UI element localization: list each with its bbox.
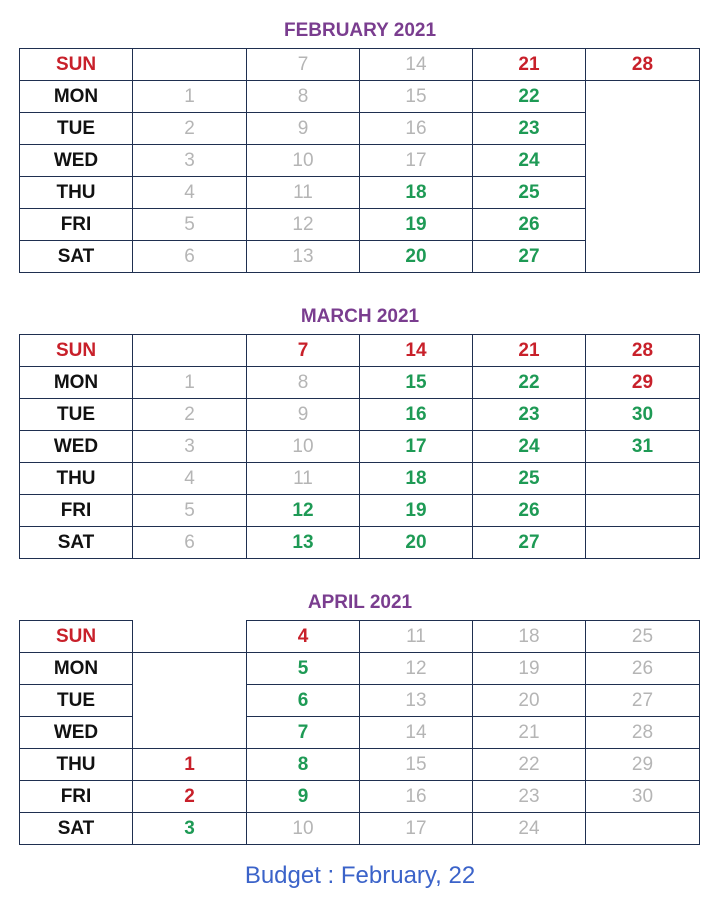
date-cell-february-27: 27 (472, 240, 586, 273)
date-cell-march-13: 13 (246, 526, 360, 559)
date-cell-february-23: 23 (472, 112, 586, 145)
date-cell-march-3: 3 (132, 430, 247, 463)
date-cell-march-17: 17 (359, 430, 473, 463)
date-cell-march-30: 30 (585, 398, 700, 431)
date-cell-april-24: 24 (472, 812, 586, 845)
date-cell-april-23: 23 (472, 780, 586, 813)
day-label-sun: SUN (19, 334, 133, 367)
date-cell-february-13: 13 (246, 240, 360, 273)
date-cell-march-12: 12 (246, 494, 360, 527)
date-cell-march-31: 31 (585, 430, 700, 463)
date-cell-march-24: 24 (472, 430, 586, 463)
date-cell-april-25: 25 (585, 620, 700, 653)
date-cell-february-10: 10 (246, 144, 360, 177)
empty-block (585, 80, 700, 273)
date-cell-march-9: 9 (246, 398, 360, 431)
date-cell-april-7: 7 (246, 716, 360, 749)
date-cell-april-20: 20 (472, 684, 586, 717)
date-cell-march-15: 15 (359, 366, 473, 399)
day-label-mon: MON (19, 652, 133, 685)
date-cell-february-4: 4 (132, 176, 247, 209)
day-label-fri: FRI (19, 494, 133, 527)
budget-footer: Budget : February, 22 (244, 862, 476, 889)
date-cell-march-25: 25 (472, 462, 586, 495)
date-cell-april-4: 4 (246, 620, 360, 653)
date-cell-february-18: 18 (359, 176, 473, 209)
calendar-april (19, 620, 699, 844)
date-cell-february-14: 14 (359, 48, 473, 81)
date-cell-march-18: 18 (359, 462, 473, 495)
date-cell-march-16: 16 (359, 398, 473, 431)
date-cell-april-3: 3 (132, 812, 247, 845)
day-label-fri: FRI (19, 780, 133, 813)
date-cell-april-13: 13 (359, 684, 473, 717)
date-cell-april-8: 8 (246, 748, 360, 781)
date-cell-march-21: 21 (472, 334, 586, 367)
date-cell-april-5: 5 (246, 652, 360, 685)
day-label-wed: WED (19, 430, 133, 463)
date-cell-february-8: 8 (246, 80, 360, 113)
date-cell-february-9: 9 (246, 112, 360, 145)
month-title-april: APRIL 2021 (307, 592, 413, 613)
date-cell-february-1: 1 (132, 80, 247, 113)
date-cell-february-22: 22 (472, 80, 586, 113)
date-cell-march-20: 20 (359, 526, 473, 559)
date-cell-april-2: 2 (132, 780, 247, 813)
date-cell-february-16: 16 (359, 112, 473, 145)
date-cell-march-19: 19 (359, 494, 473, 527)
day-label-thu: THU (19, 176, 133, 209)
calendar-february (19, 48, 699, 272)
date-cell-april-21: 21 (472, 716, 586, 749)
date-cell-february-6: 6 (132, 240, 247, 273)
date-cell-april-29: 29 (585, 748, 700, 781)
date-cell-march-5: 5 (132, 494, 247, 527)
month-title-february: FEBRUARY 2021 (283, 20, 437, 41)
empty-cell (132, 48, 247, 81)
date-cell-april-9: 9 (246, 780, 360, 813)
date-cell-march-28: 28 (585, 334, 700, 367)
date-cell-april-1: 1 (132, 748, 247, 781)
date-cell-april-12: 12 (359, 652, 473, 685)
empty-cell (132, 334, 247, 367)
empty-cell (585, 462, 700, 495)
date-cell-february-19: 19 (359, 208, 473, 241)
day-label-tue: TUE (19, 112, 133, 145)
date-cell-february-25: 25 (472, 176, 586, 209)
day-label-sun: SUN (19, 48, 133, 81)
date-cell-march-29: 29 (585, 366, 700, 399)
empty-cell (585, 526, 700, 559)
day-label-tue: TUE (19, 398, 133, 431)
day-label-mon: MON (19, 366, 133, 399)
date-cell-february-3: 3 (132, 144, 247, 177)
date-cell-february-5: 5 (132, 208, 247, 241)
day-label-mon: MON (19, 80, 133, 113)
date-cell-february-7: 7 (246, 48, 360, 81)
day-label-sat: SAT (19, 240, 133, 273)
date-cell-april-10: 10 (246, 812, 360, 845)
calendar-march (19, 334, 699, 558)
day-label-tue: TUE (19, 684, 133, 717)
date-cell-february-15: 15 (359, 80, 473, 113)
date-cell-april-16: 16 (359, 780, 473, 813)
date-cell-april-19: 19 (472, 652, 586, 685)
empty-cell (585, 494, 700, 527)
date-cell-april-14: 14 (359, 716, 473, 749)
date-cell-february-21: 21 (472, 48, 586, 81)
date-cell-february-28: 28 (585, 48, 700, 81)
day-label-thu: THU (19, 462, 133, 495)
date-cell-april-28: 28 (585, 716, 700, 749)
date-cell-february-17: 17 (359, 144, 473, 177)
date-cell-march-2: 2 (132, 398, 247, 431)
date-cell-march-8: 8 (246, 366, 360, 399)
empty-cell (585, 812, 700, 845)
date-cell-march-1: 1 (132, 366, 247, 399)
day-label-wed: WED (19, 716, 133, 749)
date-cell-march-11: 11 (246, 462, 360, 495)
date-cell-april-15: 15 (359, 748, 473, 781)
date-cell-april-27: 27 (585, 684, 700, 717)
date-cell-april-26: 26 (585, 652, 700, 685)
day-label-wed: WED (19, 144, 133, 177)
date-cell-march-4: 4 (132, 462, 247, 495)
date-cell-february-26: 26 (472, 208, 586, 241)
date-cell-april-22: 22 (472, 748, 586, 781)
day-label-thu: THU (19, 748, 133, 781)
day-label-sun: SUN (19, 620, 133, 653)
date-cell-april-17: 17 (359, 812, 473, 845)
day-label-sat: SAT (19, 812, 133, 845)
month-title-march: MARCH 2021 (300, 306, 420, 327)
date-cell-february-2: 2 (132, 112, 247, 145)
date-cell-february-20: 20 (359, 240, 473, 273)
date-cell-february-12: 12 (246, 208, 360, 241)
date-cell-march-23: 23 (472, 398, 586, 431)
date-cell-march-14: 14 (359, 334, 473, 367)
date-cell-march-26: 26 (472, 494, 586, 527)
date-cell-april-11: 11 (359, 620, 473, 653)
date-cell-february-24: 24 (472, 144, 586, 177)
day-label-sat: SAT (19, 526, 133, 559)
date-cell-march-10: 10 (246, 430, 360, 463)
date-cell-april-18: 18 (472, 620, 586, 653)
date-cell-march-6: 6 (132, 526, 247, 559)
date-cell-april-6: 6 (246, 684, 360, 717)
date-cell-march-27: 27 (472, 526, 586, 559)
date-cell-april-30: 30 (585, 780, 700, 813)
date-cell-february-11: 11 (246, 176, 360, 209)
date-cell-march-7: 7 (246, 334, 360, 367)
date-cell-march-22: 22 (472, 366, 586, 399)
day-label-fri: FRI (19, 208, 133, 241)
